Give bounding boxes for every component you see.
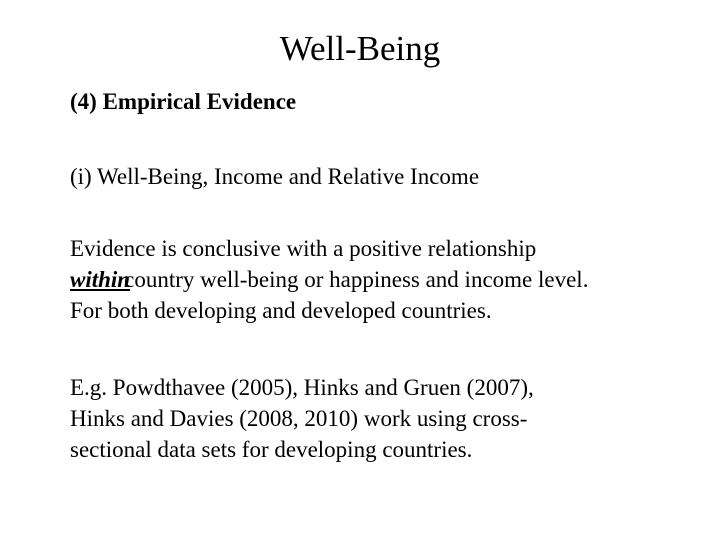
within-emphasis: within [70, 267, 131, 292]
evidence-line-1: Evidence is conclusive with a positive relationship [70, 236, 537, 261]
evidence-line-2-rest: country well-being or happiness and income level. [124, 267, 589, 292]
evidence-paragraph [70, 233, 588, 326]
evidence-line-3: For both developing and developed countries. [70, 298, 492, 323]
examples-line-3: sectional data sets for developing countries. [70, 437, 473, 462]
examples-paragraph [70, 372, 534, 465]
subsection-heading: (i) Well-Being, Income and Relative Income [70, 164, 480, 189]
slide-title: Well-Being [279, 29, 441, 68]
evidence-line-2 [70, 264, 588, 295]
section-heading: (4) Empirical Evidence [70, 89, 297, 114]
examples-line-1: E.g. Powdthavee (2005), Hinks and Gruen (2007), [70, 375, 534, 400]
examples-line-2: Hinks and Davies (2008, 2010) work using cross- [70, 406, 528, 431]
